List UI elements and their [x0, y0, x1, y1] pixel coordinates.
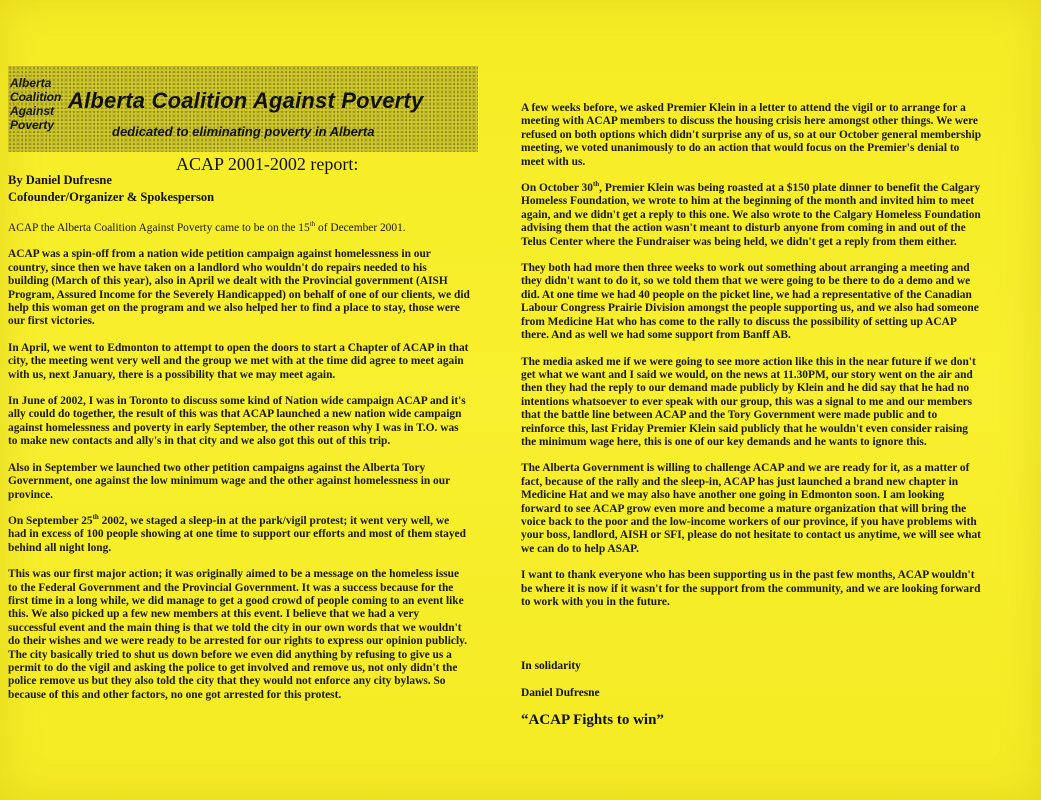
paragraph: The media asked me if we were going to see more action like this in the near future if we don't get what we want and I said we would, on the news at 11.30PM, our story went on the air and then they had the reply to our demand made publicly by Klein and he did say that he had no intentions whatsoever to ever speak with our group, this was a signal to me and our members that the battle line between ACAP and the Tory Government were made public and to reinforce this, last Friday Premier Klein said publicly that he wouldn't even consider raising the minimum wage here, this is one of our key demands and he wants to ignore this. [521, 355, 976, 448]
banner-title: Alberta Coalition Against Poverty [68, 88, 424, 113]
paragraph: A few weeks before, we asked Premier Klein in a letter to attend the vigil or to arrange for a meeting with ACAP members to discuss the housing crisis here amongst other things. We were refused on both options which didn't surprise any of us, so at our October general membership meeting, we voted unanimously to do an action that would focus on the Premier's denial to meet with us. [521, 102, 982, 168]
acap-logo [10, 76, 66, 146]
logo-line-1: Alberta [10, 76, 52, 90]
signature: Daniel Dufresne [521, 687, 600, 699]
paragraph: Also in September we launched two other petition campaigns against the Alberta Tory Government, one against the low minimum wage and the other against homelessness in our province. [8, 461, 450, 501]
logo-line-3: Against [10, 104, 55, 118]
paragraph: ACAP the Alberta Coalition Against Poverty came to be on the 15th of December 2001. [8, 220, 406, 234]
byline [8, 172, 214, 206]
paragraph: In April, we went to Edmonton to attempt to open the doors to start a Chapter of ACAP in that city, the meeting went very well and the group we met with at the time did agree to meet again with us, next January, there is a possibility that we may meet again. [8, 341, 469, 381]
paragraph: ACAP was a spin-off from a nation wide petition campaign against homelessness in our country, since then we have taken on a landlord who wouldn't do repairs needed to his building (March of this year), also in April we dealt with the Provincial government (AISH Program, Assured Income for the Severely Handicapped) on behalf of one of our clients, we did help this woman get on the program and we also helped her to find a place to stay, those were our first victories. [8, 248, 470, 328]
logo-line-4: Poverty [10, 118, 55, 132]
slogan: “ACAP Fights to win” [521, 712, 664, 728]
right-column [521, 102, 983, 622]
paragraph: The Alberta Government is willing to challenge ACAP and we are ready for it, as a matter of fact, because of the rally and the sleep-in, ACAP has just launched a brand new chapter in Medicine Hat and we may also have another one going in Edmonton soon. I am looking forward to see ACAP grow even more and become a mature organization that will bring the voice back to the poor and the low-income workers of our province, if you have problems with your boss, landlord, AISH or SFI, please do not hesitate to contact us anytime, we will see what we can do to help ASAP. [521, 462, 981, 555]
byline-author: By Daniel Dufresne [8, 173, 112, 187]
paragraph: This was our first major action; it was originally aimed to be a message on the homeless issue to the Federal Government and the Provincial Government. It was a success because for the first time in a long while, we did manage to get a good crowd of people coming to an event like this. We also picked up a few new members at this event. I believe that we had a very successful event and the main thing is that we told the city in our own words that we wouldn't do their wishes and we were ready to be arrested for our rights to express our opinion publicly. The city basically tried to shut us down before we even did anything by refusing to give us a permit to do the vigil and asking the police to get involved and remove us, not only didn't the police remove us but they also told the city that they would not enforce any city bylaws. So because of this and other factors, no one got arrested for this protest. [8, 568, 468, 701]
closing-salutation: In solidarity [521, 660, 581, 672]
acap-banner [8, 66, 478, 152]
byline-role: Cofounder/Organizer & Spokesperson [8, 190, 215, 204]
paragraph: On October 30th, Premier Klein was being roasted at a $150 plate dinner to benefit the Calgary Homeless Foundation, we wrote to him at the beginning of the month and invited him to meet again, and we didn't get a reply to this one. We also wrote to the Calgary Homeless Foundation advising them that the action wasn't meant to disturb anyone from coming in and out of the Telus Center where the Fundraiser was being held, we didn't get a reply from them either. [521, 180, 981, 248]
banner-tagline: dedicated to eliminating poverty in Alberta [112, 124, 375, 139]
paragraph: On September 25th 2002, we staged a sleep-in at the park/vigil protest; it went very well, we had in excess of 100 people showing at one time to support our efforts and most of them stayed behind all night long. [8, 513, 466, 554]
left-column [8, 222, 470, 715]
report-title: ACAP 2001-2002 report: [176, 154, 359, 174]
logo-line-2: Coalition [10, 90, 62, 104]
paragraph: I want to thank everyone who has been supporting us in the past few months, ACAP wouldn't be where it is now if it wasn't for the support from the community, and we are looking forward to work with you in the future. [521, 569, 981, 608]
paragraph: They both had more then three weeks to work out something about arranging a meeting and they didn't want to do it, so we told them that we were going to be there to do a demo and we did. At one time we had 40 people on the picket line, we had a representative of the Canadian Labour Congress Prairie Division amongst the people supporting us, and we also had someone from Medicine Hat who has come to the rally to discuss the possibility of setting up ACAP there. And as well we had some support from Banff AB. [521, 262, 979, 342]
paragraph: In June of 2002, I was in Toronto to discuss some kind of Nation wide campaign ACAP and it's ally could do together, the result of this was that ACAP launched a new nation wide campaign against homelessness and poverty in early September, the other reason why I was in T.O. was to make new contacts and ally's in that city and we also got this out of this trip. [8, 395, 466, 448]
